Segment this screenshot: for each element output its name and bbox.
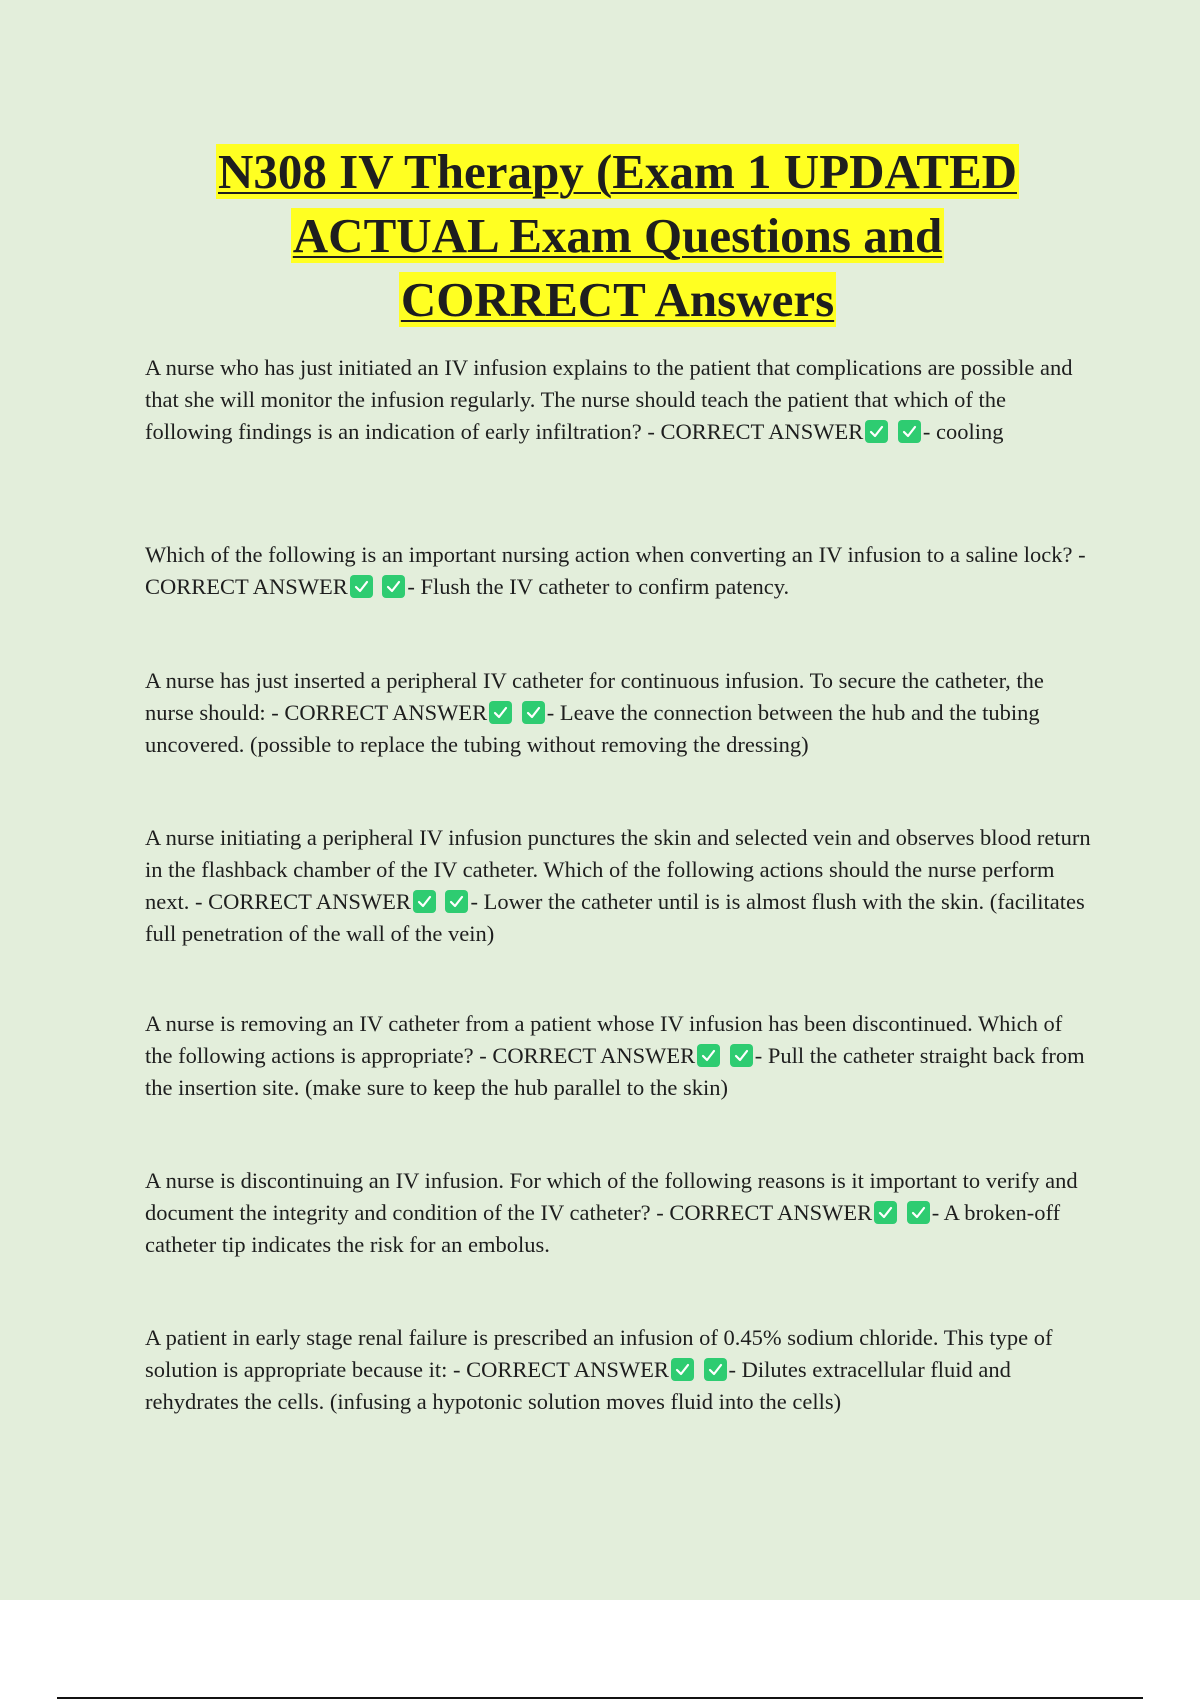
qa-item-2 bbox=[145, 539, 1095, 603]
check-mark-icon bbox=[907, 1201, 930, 1224]
question-text: A patient in early stage renal failure is prescribed an infusion of 0.45% sodium chloride. This type of solution is appropriate because it: bbox=[145, 1325, 1053, 1382]
title-line-3: CORRECT Answers bbox=[400, 272, 835, 327]
answer-marker: - CORRECT ANSWER bbox=[647, 419, 864, 444]
answer-text: - cooling bbox=[922, 419, 1004, 444]
check-mark-icon bbox=[489, 701, 512, 724]
qa-item-7 bbox=[145, 1322, 1095, 1418]
answer-text: - Dilutes extracellular fluid and rehydrates the cells. (infusing a hypotonic solution moves fluid into the cells) bbox=[145, 1357, 1011, 1414]
title-line-2: ACTUAL Exam Questions and bbox=[292, 208, 943, 263]
check-mark-icon bbox=[522, 701, 545, 724]
document-title bbox=[145, 140, 1090, 332]
check-mark-icon bbox=[898, 420, 921, 443]
qa-item-6 bbox=[145, 1165, 1095, 1261]
answer-marker: - CORRECT ANSWER bbox=[656, 1200, 873, 1225]
question-text: A nurse is discontinuing an IV infusion. For which of the following reasons is it important to verify and document the integrity and condition of the IV catheter? bbox=[145, 1168, 1078, 1225]
qa-item-5 bbox=[145, 1008, 1095, 1104]
answer-marker: - CORRECT ANSWER bbox=[195, 889, 411, 914]
check-mark-icon bbox=[350, 575, 373, 598]
question-text: A nurse is removing an IV catheter from a patient whose IV infusion has been discontinued. Which of the following actions is appropriate? bbox=[145, 1011, 1063, 1068]
answer-text: - Flush the IV catheter to confirm patency. bbox=[407, 574, 790, 599]
qa-item-4 bbox=[145, 822, 1095, 950]
answer-text: - Leave the connection between the hub and the tubing uncovered. (possible to replace the tubing without removing the dressing) bbox=[145, 700, 1040, 757]
question-text: Which of the following is an important nursing action when converting an IV infusion to a saline lock? bbox=[145, 542, 1073, 567]
qa-item-1 bbox=[145, 352, 1095, 448]
check-mark-icon bbox=[413, 890, 436, 913]
check-mark-icon bbox=[445, 890, 468, 913]
answer-marker: - CORRECT ANSWER bbox=[271, 700, 488, 725]
question-text: A nurse has just inserted a peripheral IV catheter for continuous infusion. To secure the catheter, the nurse should: bbox=[145, 668, 1044, 725]
check-mark-icon bbox=[865, 420, 888, 443]
check-mark-icon bbox=[382, 575, 405, 598]
answer-marker: - CORRECT ANSWER bbox=[145, 542, 1086, 599]
answer-marker: - CORRECT ANSWER bbox=[453, 1357, 669, 1382]
check-mark-icon bbox=[704, 1358, 727, 1381]
answer-text: - A broken-off catheter tip indicates the risk for an embolus. bbox=[145, 1200, 1061, 1257]
question-text: A nurse who has just initiated an IV infusion explains to the patient that complications are possible and that she will monitor the infusion regularly. The nurse should teach the patient that which of the following findings is an indication of early infiltration? bbox=[145, 355, 1073, 444]
check-mark-icon bbox=[671, 1358, 694, 1381]
footer-divider bbox=[57, 1697, 1143, 1699]
question-text: A nurse initiating a peripheral IV infusion punctures the skin and selected vein and observes blood return in the flashback chamber of the IV catheter. Which of the following actions should the nurse perform next. bbox=[145, 825, 1091, 914]
check-mark-icon bbox=[730, 1044, 753, 1067]
check-mark-icon bbox=[697, 1044, 720, 1067]
answer-marker: - CORRECT ANSWER bbox=[479, 1043, 696, 1068]
title-line-1: N308 IV Therapy (Exam 1 UPDATED bbox=[217, 144, 1018, 199]
answer-text: - Pull the catheter straight back from the insertion site. (make sure to keep the hub parallel to the skin) bbox=[145, 1043, 1085, 1100]
answer-text: - Lower the catheter until is is almost flush with the skin. (facilitates full penetration of the wall of the vein) bbox=[145, 889, 1085, 946]
check-mark-icon bbox=[874, 1201, 897, 1224]
qa-item-3 bbox=[145, 665, 1095, 761]
